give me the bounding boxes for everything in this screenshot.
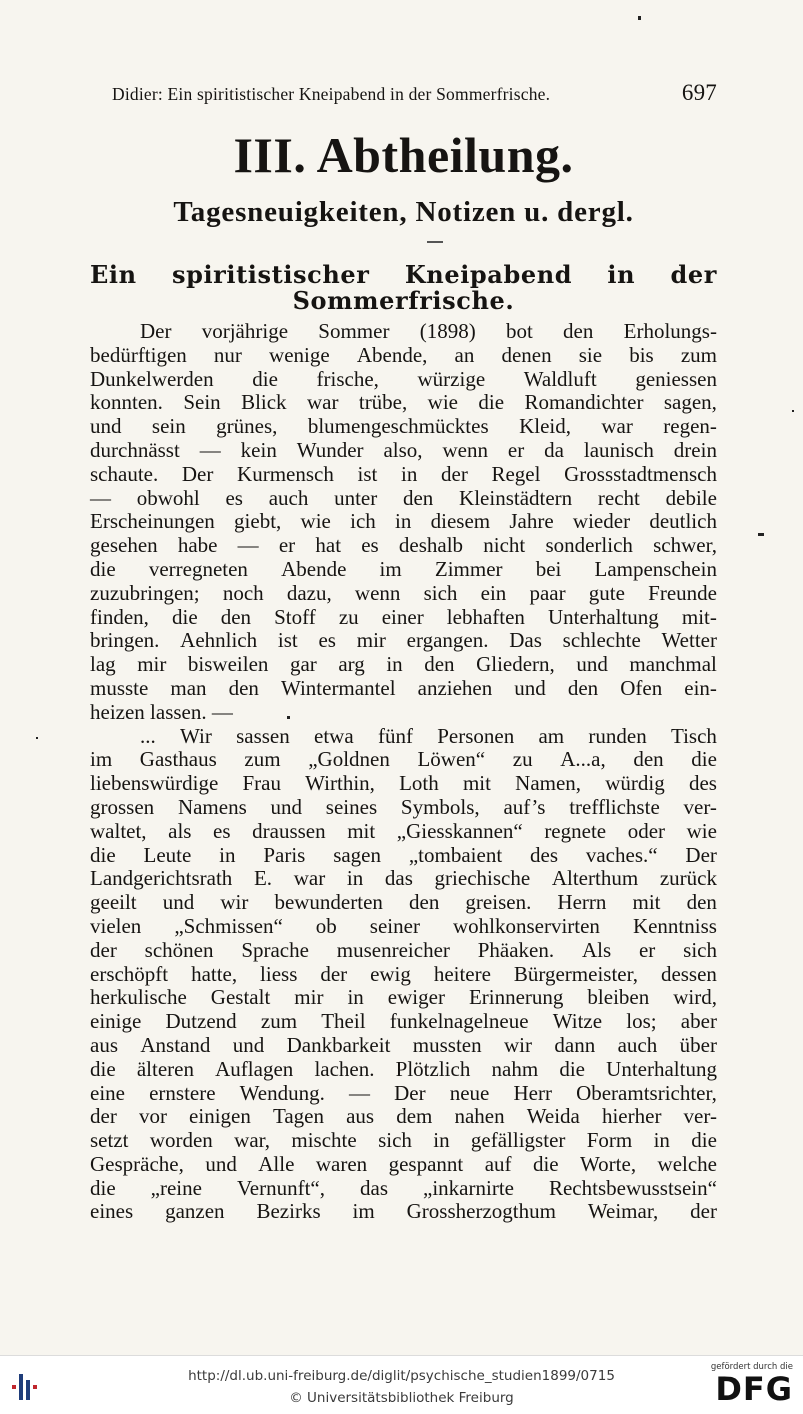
- scan-speck: [36, 737, 38, 739]
- text-line: liebenswürdige Frau Wirthin, Loth mit Namen, würdig des: [90, 771, 717, 796]
- text-line: Erscheinungen giebt, wie ich in diesem Jahre wieder deutlich: [90, 509, 717, 534]
- scan-speck: [758, 533, 764, 536]
- text-line: einige Dutzend zum Theil funkelnagelneue Witze los; aber: [90, 1009, 717, 1034]
- section-title: III. Abtheilung.: [233, 127, 574, 183]
- scan-speck: [792, 410, 794, 412]
- text-line: eines ganzen Bezirks im Grossherzogthum Weimar, der: [90, 1199, 717, 1224]
- text-line: erschöpft hatte, liess der ewig heitere Bürgermeister, dessen: [90, 961, 717, 986]
- article-title-line-2: Sommerfrische.: [292, 286, 515, 315]
- text-line: bedürftigen nur wenige Abende, an denen sie bis zum: [90, 342, 717, 367]
- text-line: lag mir bisweilen gar arg in den Gliedern, und manchmal: [90, 652, 717, 677]
- text-line: schaute. Der Kurmensch ist in der Regel Grossstadtmensch: [90, 461, 717, 486]
- text-line: ... Wir sassen etwa fünf Personen am runden Tisch: [140, 723, 717, 748]
- sponsor-tag: gefördert durch die: [710, 1362, 793, 1372]
- text-line: gesehen habe — er hat es deshalb nicht sonderlich schwer,: [90, 533, 717, 558]
- text-line: heizen lassen. —: [90, 699, 233, 724]
- text-line: Dunkelwerden die frische, würzige Waldluft geniessen: [90, 366, 717, 391]
- text-line: Gespräche, und Alle waren gespannt auf die Worte, welche: [90, 1151, 717, 1176]
- text-line: der vor einigen Tagen aus dem nahen Weida hierher ver-: [90, 1104, 717, 1129]
- running-head-title: Didier: Ein spiritistischer Kneipabend in der Sommerfrische.: [112, 84, 551, 104]
- text-line: und sein grünes, blumengeschmücktes Kleid, war regen-: [90, 414, 717, 439]
- page-number: 697: [681, 80, 717, 105]
- text-line: setzt worden war, mischte sich in gefälligster Form in die: [90, 1128, 717, 1153]
- text-line: Der vorjährige Sommer (1898) bot den Erholungs-: [140, 319, 717, 343]
- title-word: Ein: [90, 260, 137, 289]
- title-word: der: [670, 260, 717, 289]
- dfg-logo: [707, 1362, 793, 1410]
- running-head: [112, 80, 717, 106]
- text-line: — obwohl es auch unter den Kleinstädtern recht debile: [90, 485, 717, 510]
- copyright: © Universitätsbibliothek Freiburg: [289, 1390, 514, 1406]
- dfg-wordmark: DFG: [715, 1370, 793, 1408]
- text-line: bringen. Aehnlich ist es mir ergangen. Das schlechte Wetter: [90, 628, 717, 653]
- text-line: die Leute in Paris sagen „tombaient des vaches.“ Der: [90, 842, 717, 867]
- article-title-line-1: [90, 262, 717, 288]
- permalink[interactable]: http://dl.ub.uni-freiburg.de/diglit/psychische_studien1899/0715: [188, 1368, 615, 1384]
- text-line: vielen „Schmissen“ ob seiner wohlkonservirten Kenntniss: [90, 913, 717, 938]
- text-line: im Gasthaus zum „Goldnen Löwen“ zu A...a, den die: [90, 747, 717, 772]
- text-line: der schönen Sprache musenreicher Phäaken. Als er sich: [90, 937, 717, 962]
- title-word: spiritistischer: [171, 260, 370, 289]
- text-line: durchnässt — kein Wunder also, wenn er da launisch drein: [90, 437, 717, 462]
- section-subtitle: Tagesneuigkeiten, Notizen u. dergl.: [173, 196, 634, 228]
- viewer-footer: [0, 1355, 803, 1414]
- title-word: in: [607, 260, 636, 289]
- text-line: geeilt und wir bewunderten den greisen. Herrn mit den: [90, 890, 717, 915]
- text-line: eine ernstere Wendung. — Der neue Herr Oberamtsrichter,: [90, 1080, 717, 1105]
- text-line: musste man den Wintermantel anziehen und den Ofen ein-: [90, 675, 717, 700]
- scan-speck: [638, 16, 641, 20]
- text-line: grossen Namens und seines Symbols, auf’s trefflichste ver-: [90, 794, 717, 819]
- text-line: waltet, als es draussen mit „Giesskannen“ regnete oder wie: [90, 818, 717, 843]
- text-line: konnten. Sein Blick war trübe, wie die Romandichter sagen,: [90, 390, 717, 415]
- text-line: aus Anstand und Dankbarkeit mussten wir dann auch über: [90, 1032, 717, 1057]
- text-line: finden, die den Stoff zu einer lebhaften Unterhaltung mit-: [90, 604, 717, 629]
- article-body: [90, 320, 717, 1224]
- text-line: die „reine Vernunft“, das „inkarnirte Rechtsbewusstsein“: [90, 1175, 717, 1200]
- separator-rule: [427, 241, 443, 243]
- text-line: die älteren Auflagen lachen. Plötzlich nahm die Unterhaltung: [90, 1056, 717, 1081]
- scan-speck: [287, 716, 290, 719]
- text-line: zuzubringen; noch dazu, wenn sich ein paar gute Freunde: [90, 580, 717, 605]
- text-line: Landgerichtsrath E. war in das griechische Alterthum zurück: [90, 866, 717, 891]
- text-line: die verregneten Abende im Zimmer bei Lampenschein: [90, 556, 717, 581]
- text-line: herkulische Gestalt mir in ewiger Erinnerung bleiben wird,: [90, 985, 717, 1010]
- title-word: Kneipabend: [404, 260, 573, 289]
- article-title: [90, 262, 717, 314]
